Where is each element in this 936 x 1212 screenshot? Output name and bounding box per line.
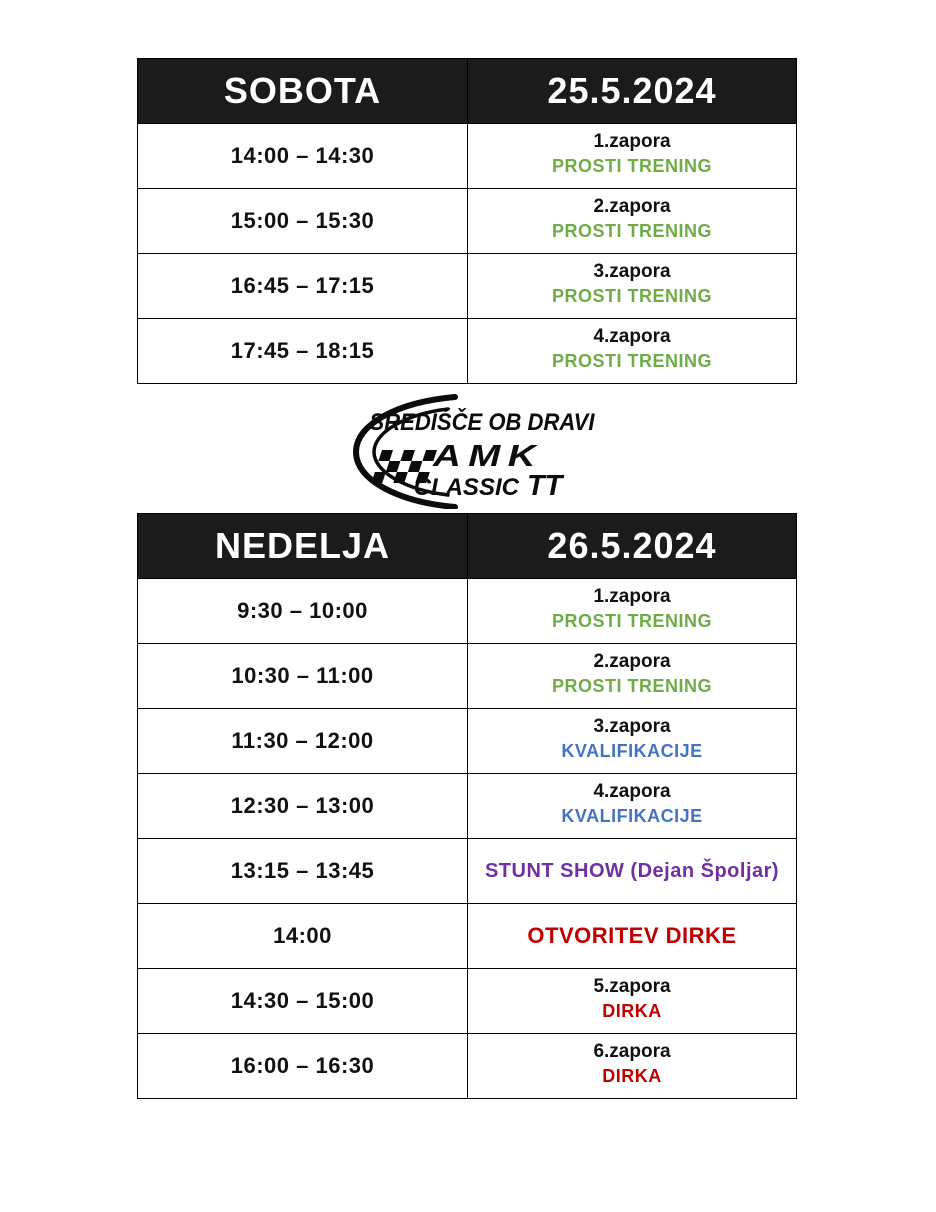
table-header bbox=[138, 59, 796, 123]
table-header bbox=[138, 514, 796, 578]
club-logo bbox=[330, 394, 620, 509]
session-number: 3.zapora bbox=[593, 261, 671, 282]
session-type: PROSTI TRENING bbox=[551, 676, 712, 696]
session-cell bbox=[468, 774, 796, 838]
session-cell bbox=[468, 254, 796, 318]
session-number: 2.zapora bbox=[593, 196, 671, 217]
logo-title-text: SREDIŠČE OB DRAVI bbox=[369, 409, 615, 436]
time-range: 14:00 – 14:30 bbox=[230, 143, 375, 168]
time-cell bbox=[138, 709, 468, 773]
time-range: 14:00 bbox=[273, 923, 332, 948]
schedule-row bbox=[138, 123, 796, 188]
session-cell bbox=[468, 644, 796, 708]
schedule-row bbox=[138, 578, 796, 643]
time-cell bbox=[138, 579, 468, 643]
time-cell bbox=[138, 644, 468, 708]
time-cell bbox=[138, 189, 468, 253]
time-cell bbox=[138, 904, 468, 968]
session-cell bbox=[468, 579, 796, 643]
schedule-row bbox=[138, 253, 796, 318]
date-header: 25.5.2024 bbox=[547, 70, 717, 111]
time-cell bbox=[138, 124, 468, 188]
schedule-row bbox=[138, 643, 796, 708]
session-type: DIRKA bbox=[602, 1066, 662, 1086]
time-cell bbox=[138, 254, 468, 318]
session-type: OTVORITEV DIRKE bbox=[527, 923, 737, 948]
schedule-row bbox=[138, 1033, 796, 1098]
day-header: SOBOTA bbox=[138, 59, 468, 123]
time-range: 12:30 – 13:00 bbox=[230, 793, 375, 818]
session-type: PROSTI TRENING bbox=[551, 156, 712, 176]
time-cell bbox=[138, 1034, 468, 1098]
schedule-row bbox=[138, 188, 796, 253]
session-number: 4.zapora bbox=[593, 326, 671, 347]
logo-classic-tt-text bbox=[414, 470, 565, 502]
session-number: 2.zapora bbox=[593, 651, 671, 672]
saturday-schedule-table bbox=[137, 58, 797, 384]
session-number: 3.zapora bbox=[593, 716, 671, 737]
session-cell bbox=[468, 124, 796, 188]
schedule-row bbox=[138, 903, 796, 968]
time-range: 17:45 – 18:15 bbox=[230, 338, 375, 363]
saturday-rows bbox=[138, 123, 796, 383]
session-cell bbox=[468, 904, 796, 968]
club-logo-graphic bbox=[330, 394, 620, 509]
time-range: 13:15 – 13:45 bbox=[230, 858, 375, 883]
sunday-schedule-table bbox=[137, 513, 797, 1099]
session-type: PROSTI TRENING bbox=[551, 351, 712, 371]
session-number: 5.zapora bbox=[593, 976, 671, 997]
session-number: 4.zapora bbox=[593, 781, 671, 802]
session-type: KVALIFIKACIJE bbox=[561, 806, 703, 826]
logo-amk-text: AMK bbox=[431, 438, 543, 473]
time-cell bbox=[138, 774, 468, 838]
session-cell bbox=[468, 709, 796, 773]
schedule-row bbox=[138, 838, 796, 903]
schedule-row bbox=[138, 773, 796, 838]
session-cell bbox=[468, 1034, 796, 1098]
time-range: 9:30 – 10:00 bbox=[237, 598, 368, 623]
session-type: PROSTI TRENING bbox=[551, 286, 712, 306]
session-cell bbox=[468, 189, 796, 253]
session-type: PROSTI TRENING bbox=[551, 221, 712, 241]
schedule-row bbox=[138, 318, 796, 383]
session-number: 6.zapora bbox=[593, 1041, 671, 1062]
date-header: 26.5.2024 bbox=[547, 525, 717, 566]
session-type: STUNT SHOW (Dejan Špoljar) bbox=[484, 859, 780, 882]
time-range: 10:30 – 11:00 bbox=[231, 663, 374, 688]
session-number: 1.zapora bbox=[593, 131, 671, 152]
time-range: 16:45 – 17:15 bbox=[230, 273, 375, 298]
logo-classic-text: CLASSIC bbox=[413, 474, 519, 501]
time-cell bbox=[138, 839, 468, 903]
session-cell bbox=[468, 839, 796, 903]
schedule-row bbox=[138, 968, 796, 1033]
day-header: NEDELJA bbox=[138, 514, 468, 578]
sunday-rows bbox=[138, 578, 796, 1098]
time-range: 16:00 – 16:30 bbox=[230, 1053, 375, 1078]
session-type: PROSTI TRENING bbox=[551, 611, 712, 631]
session-type: DIRKA bbox=[602, 1001, 662, 1021]
session-cell bbox=[468, 319, 796, 383]
time-range: 11:30 – 12:00 bbox=[231, 728, 374, 753]
time-cell bbox=[138, 319, 468, 383]
logo-tt-text: TT bbox=[526, 470, 563, 502]
session-number: 1.zapora bbox=[593, 586, 671, 607]
session-cell bbox=[468, 969, 796, 1033]
time-range: 14:30 – 15:00 bbox=[230, 988, 375, 1013]
time-cell bbox=[138, 969, 468, 1033]
schedule-row bbox=[138, 708, 796, 773]
session-type: KVALIFIKACIJE bbox=[561, 741, 703, 761]
time-range: 15:00 – 15:30 bbox=[230, 208, 375, 233]
